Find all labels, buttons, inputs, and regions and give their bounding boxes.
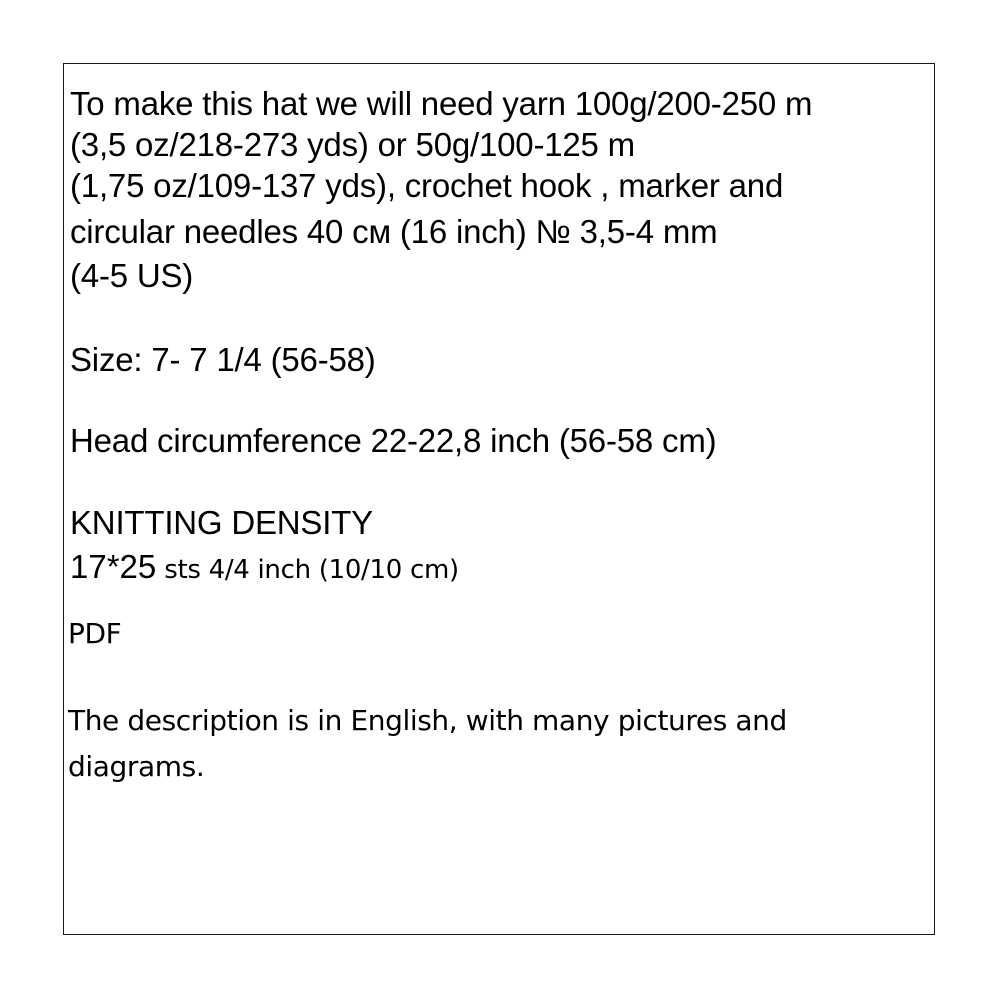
materials-line-2: (3,5 oz/218-273 yds) or 50g/100-125 m — [70, 126, 635, 163]
density-heading: KNITTING DENSITY — [70, 504, 373, 541]
density-value-rest: sts 4/4 inch (10/10 cm) — [156, 555, 459, 585]
density-value — [70, 550, 459, 583]
description-line-2: diagrams. — [68, 750, 205, 783]
materials-line-3: (1,75 oz/109-137 yds), crochet hook , marker and — [70, 167, 784, 204]
description-line-1: The description is in English, with many pictures and — [68, 704, 787, 737]
density-value-main: 17*25 — [70, 548, 157, 585]
materials-line-1: To make this hat we will need yarn 100g/200-250 m — [70, 85, 813, 122]
format-label: PDF — [68, 617, 122, 650]
size-text: Size: 7- 7 1/4 (56-58) — [70, 341, 376, 378]
materials-line-4: circular needles 40 см (16 inch) № 3,5-4 mm — [70, 213, 718, 250]
head-circumference-text: Head circumference 22-22,8 inch (56-58 cm) — [70, 422, 717, 459]
materials-line-5: (4-5 US) — [70, 257, 194, 294]
